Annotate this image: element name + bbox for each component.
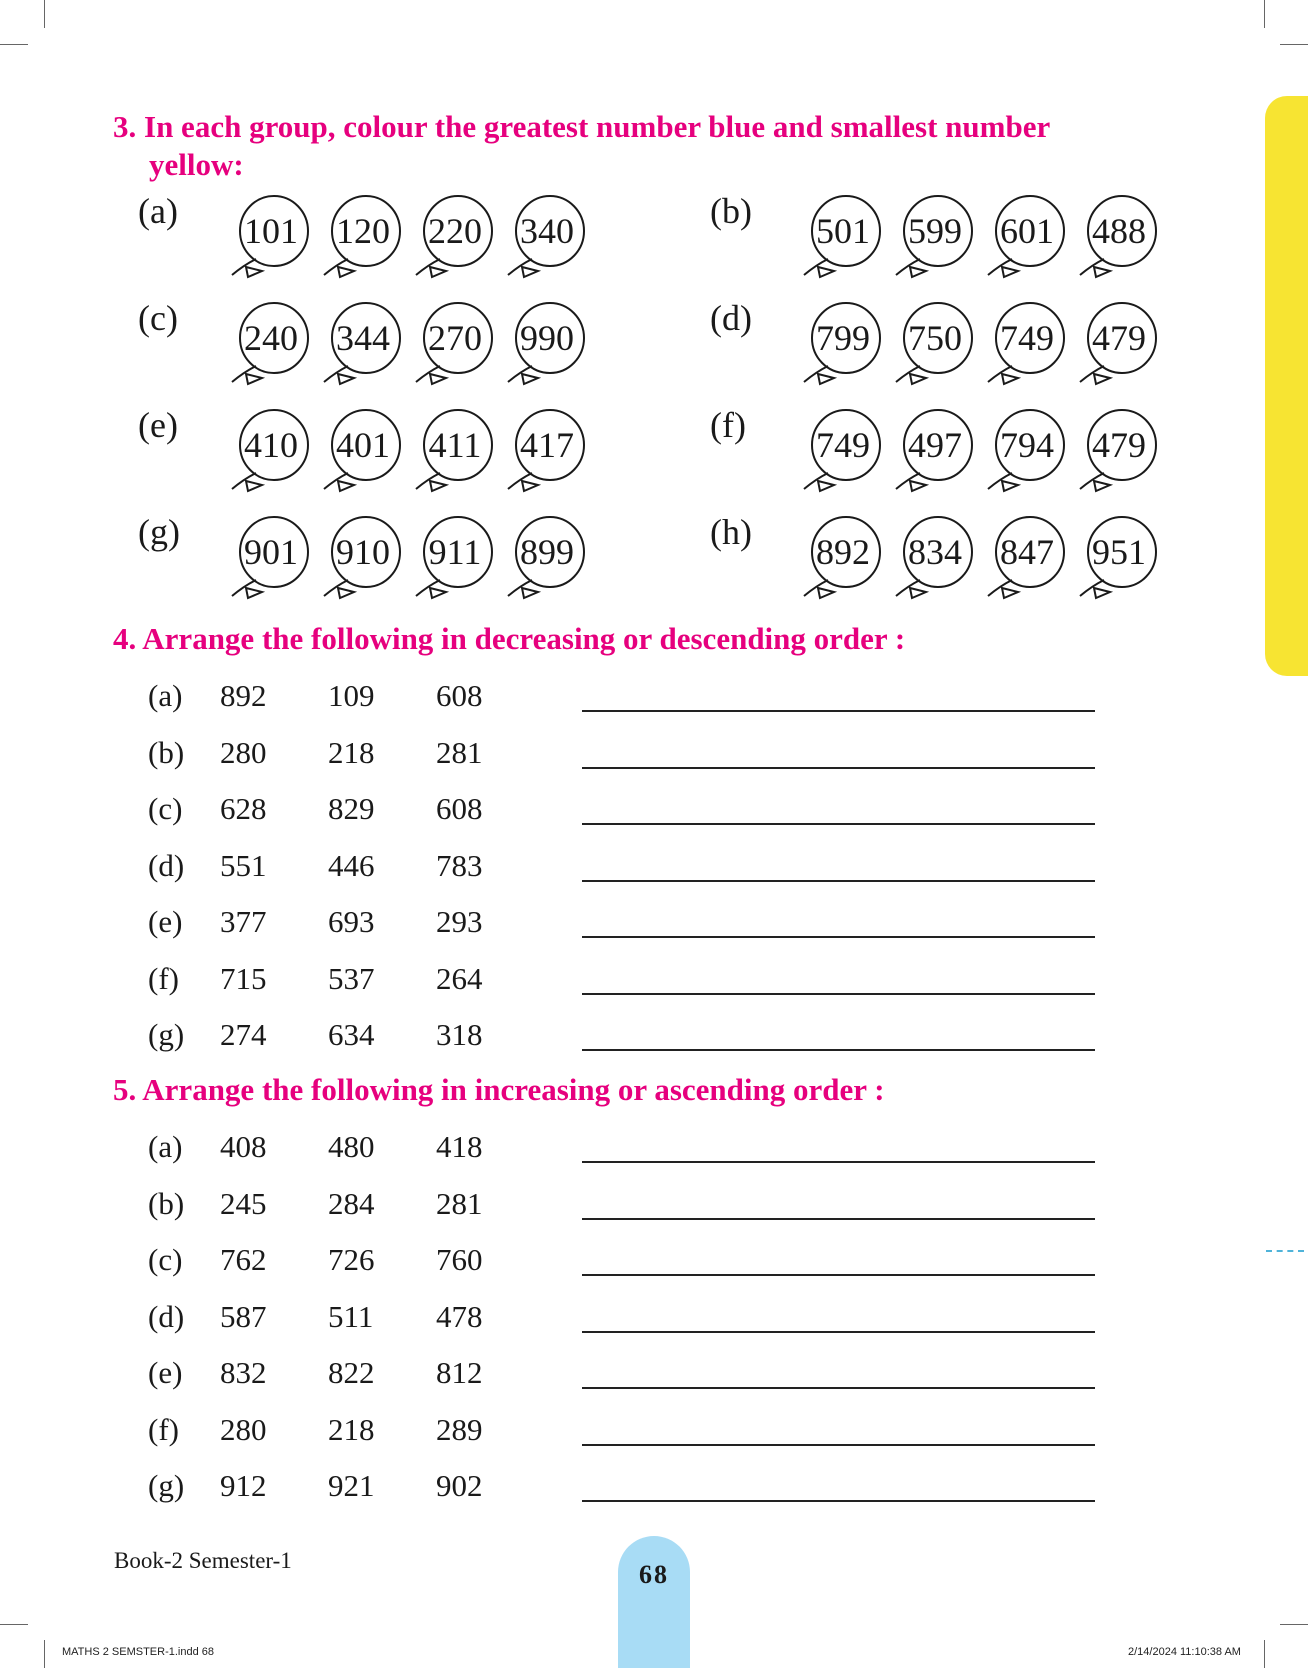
- balloon[interactable]: [494, 514, 586, 604]
- row-number: 829: [328, 791, 375, 826]
- row-label: (d): [148, 847, 185, 883]
- question-3-title: [113, 108, 1153, 184]
- row-number: 274: [220, 1017, 267, 1052]
- balloon[interactable]: [310, 193, 402, 283]
- balloon[interactable]: [1066, 300, 1158, 390]
- group-label: (c): [138, 298, 178, 338]
- row-number: 783: [436, 847, 483, 883]
- answer-line[interactable]: [582, 710, 1095, 712]
- balloon[interactable]: [1066, 407, 1158, 497]
- row-number: 822: [328, 1355, 375, 1390]
- group-label: (b): [710, 191, 752, 231]
- balloon[interactable]: [974, 407, 1066, 497]
- row-number: 284: [328, 1185, 375, 1221]
- balloon-number: 951: [1092, 532, 1146, 572]
- row-number: 634: [328, 1017, 375, 1052]
- answer-line[interactable]: [582, 823, 1095, 825]
- row-number: 264: [436, 960, 483, 996]
- balloon[interactable]: [790, 407, 882, 497]
- balloon[interactable]: [218, 407, 310, 497]
- row-number: 245: [220, 1185, 267, 1221]
- balloon-number: 834: [908, 532, 962, 572]
- balloon-number: 799: [816, 318, 870, 358]
- balloon-number: 892: [816, 532, 870, 572]
- balloon[interactable]: [494, 407, 586, 497]
- row-number: 289: [436, 1411, 483, 1447]
- row-number: 551: [220, 847, 267, 883]
- order-row: [148, 1240, 544, 1280]
- crop-mark: [44, 0, 45, 28]
- balloon[interactable]: [310, 300, 402, 390]
- answer-line[interactable]: [582, 1387, 1095, 1389]
- row-number: 892: [220, 678, 267, 713]
- balloon-group: [710, 407, 1158, 497]
- question-3-title-line1: 3. In each group, colour the greatest number blue and smallest number: [113, 109, 1051, 144]
- crop-mark: [1280, 44, 1308, 45]
- balloon-number: 270: [428, 318, 482, 358]
- balloon-number: 411: [428, 425, 482, 465]
- balloon-number: 749: [816, 425, 870, 465]
- row-label: (e): [148, 1355, 183, 1390]
- slug-date: 2/14/2024 11:10:38 AM: [1128, 1646, 1241, 1658]
- row-label: (a): [148, 1129, 183, 1164]
- balloon[interactable]: [402, 193, 494, 283]
- answer-line[interactable]: [582, 767, 1095, 769]
- row-number: 480: [328, 1129, 375, 1164]
- page-number-tab: [618, 1536, 690, 1668]
- crop-mark: [44, 1640, 45, 1668]
- row-label: (a): [148, 678, 183, 713]
- balloon-row: [790, 300, 1158, 390]
- balloon-group: [138, 407, 586, 497]
- balloon-number: 101: [244, 211, 298, 251]
- balloon[interactable]: [218, 300, 310, 390]
- answer-line[interactable]: [582, 1444, 1095, 1446]
- answer-line[interactable]: [582, 1218, 1095, 1220]
- group-label: (f): [710, 405, 746, 445]
- row-label: (g): [148, 1468, 185, 1503]
- row-number: 912: [220, 1468, 267, 1503]
- question-3-title-line2: yellow:: [149, 147, 244, 182]
- order-row: [148, 1410, 544, 1450]
- group-label: (g): [138, 512, 180, 552]
- balloon[interactable]: [310, 407, 402, 497]
- balloon[interactable]: [882, 407, 974, 497]
- balloon-number: 599: [908, 211, 962, 251]
- row-label: (b): [148, 1185, 185, 1221]
- balloon[interactable]: [494, 193, 586, 283]
- row-number: 280: [220, 1411, 267, 1447]
- balloon-group: [138, 300, 586, 390]
- order-row: [148, 959, 544, 999]
- balloon-group: [138, 514, 586, 604]
- order-row: [148, 1184, 544, 1224]
- answer-line[interactable]: [582, 1161, 1095, 1163]
- balloon-number: 794: [1000, 425, 1054, 465]
- balloon-number: 479: [1092, 425, 1146, 465]
- order-row: [148, 1015, 544, 1055]
- balloon[interactable]: [218, 193, 310, 283]
- balloon[interactable]: [974, 300, 1066, 390]
- balloon-number: 899: [520, 532, 574, 572]
- balloon[interactable]: [974, 193, 1066, 283]
- order-row: [148, 1353, 544, 1393]
- balloon[interactable]: [1066, 514, 1158, 604]
- balloon[interactable]: [882, 193, 974, 283]
- crop-mark: [1264, 0, 1265, 28]
- row-number: 281: [436, 1185, 483, 1221]
- balloon-row: [790, 407, 1158, 497]
- balloon-number: 240: [244, 318, 298, 358]
- side-tab: [1265, 96, 1308, 676]
- row-number: 318: [436, 1017, 483, 1052]
- book-title: Book-2 Semester-1: [114, 1548, 292, 1573]
- row-number: 109: [328, 678, 375, 713]
- crop-mark: [1280, 1624, 1308, 1625]
- balloon-number: 479: [1092, 318, 1146, 358]
- balloon-row: [218, 300, 586, 390]
- balloon-group: [710, 514, 1158, 604]
- row-number: 377: [220, 904, 267, 939]
- row-number: 760: [436, 1242, 483, 1277]
- row-number: 693: [328, 904, 375, 939]
- answer-line[interactable]: [582, 1500, 1095, 1502]
- row-number: 812: [436, 1355, 483, 1390]
- crop-mark: [0, 44, 28, 45]
- fold-mark: [1266, 1250, 1304, 1252]
- answer-line[interactable]: [582, 880, 1095, 882]
- order-row: [148, 789, 544, 829]
- row-number: 902: [436, 1468, 483, 1503]
- balloon[interactable]: [310, 514, 402, 604]
- row-number: 293: [436, 904, 483, 939]
- row-number: 408: [220, 1129, 267, 1164]
- slug-file: MATHS 2 SEMSTER-1.indd 68: [62, 1646, 215, 1658]
- row-number: 478: [436, 1298, 483, 1334]
- answer-line[interactable]: [582, 936, 1095, 938]
- row-number: 218: [328, 1411, 375, 1447]
- balloon-number: 220: [428, 211, 482, 251]
- balloon-number: 990: [520, 318, 574, 358]
- balloon-row: [790, 193, 1158, 283]
- row-number: 608: [436, 678, 483, 713]
- balloon[interactable]: [882, 300, 974, 390]
- balloon-number: 847: [1000, 532, 1054, 572]
- row-number: 418: [436, 1129, 483, 1164]
- row-number: 587: [220, 1298, 267, 1334]
- group-label: (h): [710, 512, 752, 552]
- crop-mark: [0, 1624, 28, 1625]
- balloon-row: [218, 407, 586, 497]
- row-number: 218: [328, 734, 375, 770]
- balloon-number: 750: [908, 318, 962, 358]
- balloon-number: 501: [816, 211, 870, 251]
- balloon[interactable]: [402, 300, 494, 390]
- balloon-number: 911: [428, 532, 482, 572]
- order-row: [148, 733, 544, 773]
- balloon[interactable]: [494, 300, 586, 390]
- crop-mark: [1264, 1640, 1265, 1668]
- order-row: [148, 676, 544, 716]
- row-label: (d): [148, 1298, 185, 1334]
- balloon[interactable]: [790, 514, 882, 604]
- balloon-number: 410: [244, 425, 298, 465]
- order-row: [148, 1297, 544, 1337]
- balloon-number: 497: [908, 425, 962, 465]
- balloon[interactable]: [402, 514, 494, 604]
- row-label: (c): [148, 791, 183, 826]
- balloon-number: 417: [520, 425, 574, 465]
- row-number: 511: [328, 1298, 374, 1334]
- row-number: 762: [220, 1242, 267, 1277]
- group-label: (e): [138, 405, 178, 445]
- row-number: 921: [328, 1468, 375, 1503]
- group-label: (d): [710, 298, 752, 338]
- row-label: (e): [148, 904, 183, 939]
- answer-line[interactable]: [582, 993, 1095, 995]
- balloon[interactable]: [790, 300, 882, 390]
- balloon-number: 601: [1000, 211, 1054, 251]
- question-4-title: 4. Arrange the following in decreasing or descending order :: [113, 621, 906, 656]
- order-row: [148, 1127, 544, 1167]
- row-number: 537: [328, 960, 375, 996]
- row-number: 628: [220, 791, 267, 826]
- row-label: (f): [148, 1411, 179, 1447]
- row-label: (f): [148, 960, 179, 996]
- row-number: 715: [220, 960, 267, 996]
- balloon-number: 120: [336, 211, 390, 251]
- answer-line[interactable]: [582, 1331, 1095, 1333]
- row-label: (g): [148, 1017, 185, 1052]
- row-number: 281: [436, 734, 483, 770]
- row-number: 608: [436, 791, 483, 826]
- balloon-group: [138, 193, 586, 283]
- answer-line[interactable]: [582, 1274, 1095, 1276]
- order-row: [148, 846, 544, 886]
- row-number: 446: [328, 847, 375, 883]
- balloon-row: [218, 514, 586, 604]
- balloon-number: 749: [1000, 318, 1054, 358]
- balloon[interactable]: [1066, 193, 1158, 283]
- balloon-number: 344: [336, 318, 390, 358]
- balloon-group: [710, 193, 1158, 283]
- row-number: 832: [220, 1355, 267, 1390]
- balloon-number: 340: [520, 211, 574, 251]
- page-number: 68: [639, 1560, 669, 1589]
- order-row: [148, 1466, 544, 1506]
- balloon-row: [218, 193, 586, 283]
- question-5-title: 5. Arrange the following in increasing or ascending order :: [113, 1072, 885, 1107]
- row-number: 726: [328, 1242, 375, 1277]
- balloon-row: [790, 514, 1158, 604]
- balloon[interactable]: [974, 514, 1066, 604]
- balloon[interactable]: [218, 514, 310, 604]
- order-row: [148, 902, 544, 942]
- balloon-number: 901: [244, 532, 298, 572]
- balloon-number: 401: [336, 425, 390, 465]
- answer-line[interactable]: [582, 1049, 1095, 1051]
- row-label: (c): [148, 1242, 183, 1277]
- balloon[interactable]: [882, 514, 974, 604]
- balloon-number: 910: [336, 532, 390, 572]
- balloon-group: [710, 300, 1158, 390]
- group-label: (a): [138, 191, 178, 231]
- row-number: 280: [220, 734, 267, 770]
- balloon[interactable]: [790, 193, 882, 283]
- row-label: (b): [148, 734, 185, 770]
- balloon-number: 488: [1092, 211, 1146, 251]
- balloon[interactable]: [402, 407, 494, 497]
